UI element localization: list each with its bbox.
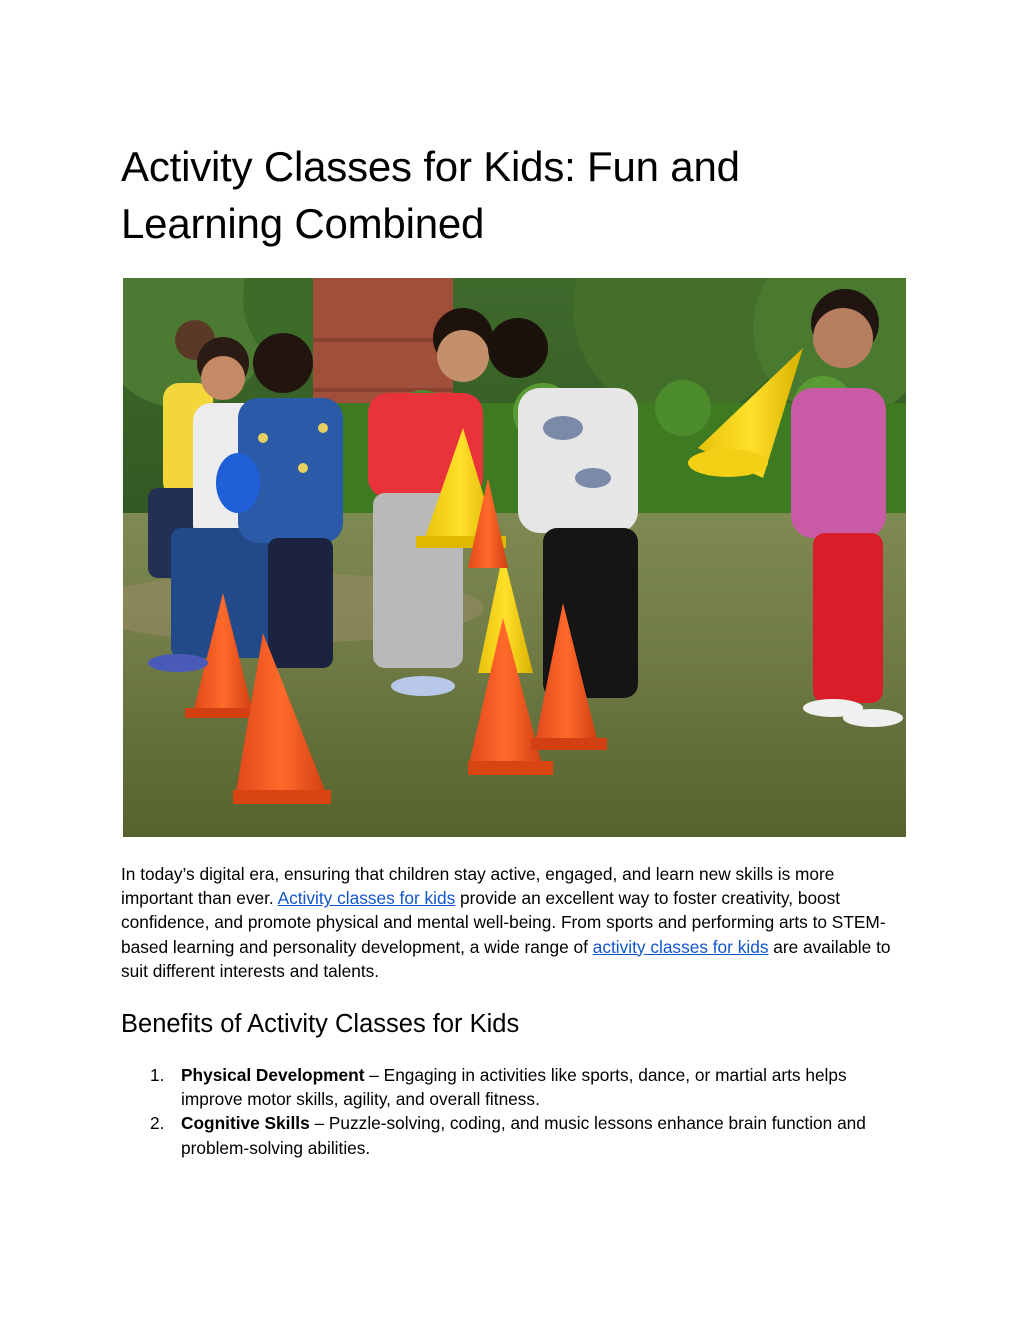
page-title: Activity Classes for Kids: Fun and Learning Combined (121, 143, 740, 247)
intro-text-1: In today’s digital era, ensuring that children stay active, engaged, and learn new skills is more important than ever. (121, 864, 835, 909)
intro-paragraph (121, 862, 911, 983)
benefits-list (121, 1063, 911, 1160)
intro-text-3: are available to suit different interests and talents. (121, 936, 891, 981)
benefit-title: Cognitive Skills (181, 1113, 310, 1134)
intro-text-2: provide an excellent way to foster creativity, boost confidence, and promote physical and mental well-being. From sports and performing arts to STEM-based learning and personality development, a wide range of (121, 888, 886, 957)
benefit-title: Physical Development (181, 1065, 365, 1085)
benefits-heading: Benefits of Activity Classes for Kids (121, 1010, 520, 1038)
activity-classes-link-1[interactable]: Activity classes for kids (277, 888, 456, 909)
list-number: 1. (150, 1065, 165, 1085)
benefit-text: – Engaging in activities like sports, dance, or martial arts helps improve motor skills, agility, and overall fitness. (181, 1065, 847, 1110)
activity-classes-link-2[interactable]: activity classes for kids (592, 936, 769, 957)
benefit-text: – Puzzle-solving, coding, and music lessons enhance brain function and problem-solving abilities. (181, 1113, 866, 1158)
benefit-item-cognitive-skills (121, 1111, 911, 1159)
kids-playing-with-cones-photo (123, 278, 906, 837)
benefit-item-physical-development (121, 1063, 911, 1111)
list-number: 2. (150, 1113, 165, 1134)
